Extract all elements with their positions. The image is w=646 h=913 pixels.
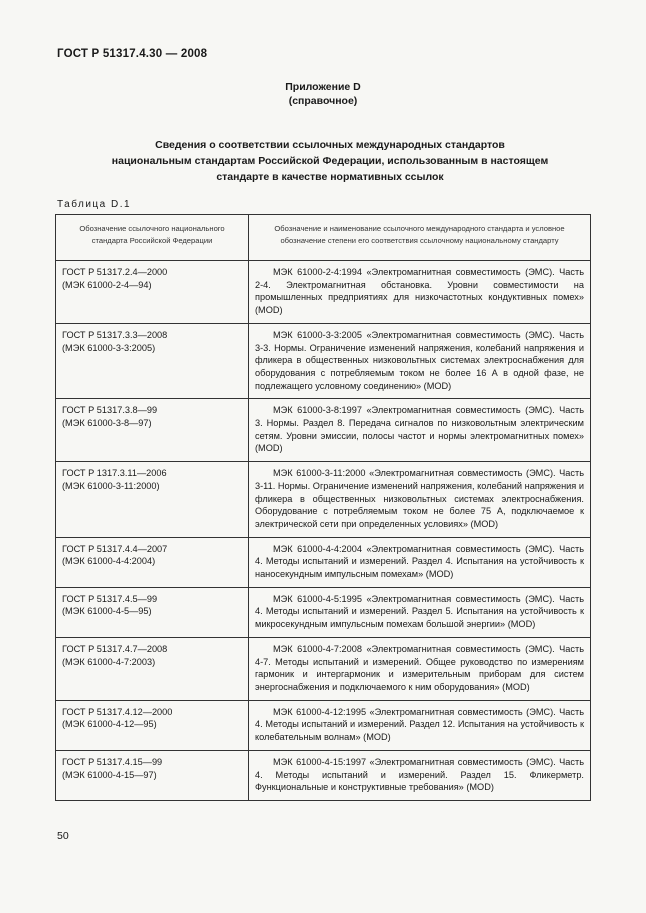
table-row: [56, 323, 591, 399]
table-row: [56, 462, 591, 538]
national-standard-code: ГОСТ Р 51317.4.12—2000: [62, 706, 173, 717]
international-standard-cell: [249, 462, 591, 538]
national-standard-cell: [56, 462, 249, 538]
iec-equivalent-code: (МЭК 61000-3-8—97): [62, 418, 152, 429]
iec-equivalent-code: (МЭК 61000-4-5—95): [62, 606, 152, 617]
section-heading: [60, 137, 600, 185]
iec-equivalent-code: (МЭК 61000-4-4:2004): [62, 556, 156, 567]
international-standard-cell: [249, 537, 591, 587]
international-standard-cell: [249, 700, 591, 750]
table-row: [56, 537, 591, 587]
international-standard-text: МЭК 61000-4-7:2008 «Электромагнитная совместимость (ЭМС). Часть 4-7. Методы испытаний и измерений. Общее руководство по измерениям гармоник и интергармоник и измерительным приборам для систем энергоснабжения и подключаемого к ним оборудования» (MOD): [255, 643, 584, 692]
international-standard-cell: [249, 323, 591, 399]
international-standard-cell: [249, 587, 591, 637]
table-row: [56, 261, 591, 324]
national-standard-cell: [56, 587, 249, 637]
heading-line: национальным стандартам Российской Федерации, использованным в настоящем: [111, 155, 549, 167]
iec-equivalent-code: (МЭК 61000-4-7:2003): [62, 656, 156, 667]
iec-equivalent-code: (МЭК 61000-3-3:2005): [62, 342, 156, 353]
table-row: [56, 399, 591, 462]
international-standard-text: МЭК 61000-3-3:2005 «Электромагнитная совместимость (ЭМС). Часть 3-3. Нормы. Ограничение изменений напряжения, колебаний напряжения и фликера в общественных низковольтных системах электроснабжения для оборудования с потребляемым током не более 16 А в одной фазе, не подлежащего условному соединению» (MOD): [255, 329, 584, 391]
iec-equivalent-code: (МЭК 61000-2-4—94): [62, 279, 152, 290]
national-standard-code: ГОСТ Р 51317.3.3—2008: [62, 329, 168, 340]
international-standard-text: МЭК 61000-2-4:1994 «Электромагнитная совместимость (ЭМС). Часть 2-4. Электромагнитная обстановка. Уровни совместимости на промышленных предприятиях для низкочастотных кондуктивных помех» (MOD): [255, 267, 584, 316]
table-row: [56, 750, 591, 800]
international-standard-cell: [249, 637, 591, 700]
international-standard-text: МЭК 61000-4-5:1995 «Электромагнитная совместимость (ЭМС). Часть 4. Методы испытаний и измерений. Раздел 5. Испытания на устойчивость к микросекундным импульсным помехам большой энергии» (MOD): [255, 593, 584, 630]
appendix-title: [0, 80, 646, 108]
international-standard-cell: [249, 750, 591, 800]
national-standard-code: ГОСТ Р 51317.3.8—99: [62, 405, 158, 416]
international-standard-cell: [249, 261, 591, 324]
heading-line: Сведения о соответствии ссылочных международных стандартов: [155, 139, 505, 151]
national-standard-cell: [56, 700, 249, 750]
iec-equivalent-code: (МЭК 61000-4-12—95): [62, 719, 157, 730]
national-standard-cell: [56, 323, 249, 399]
international-standard-text: МЭК 61000-4-15:1997 «Электромагнитная совместимость (ЭМС). Часть 4. Методы испытаний и измерений. Раздел 15. Фликерметр. Функциональные и конструктивные требования» (MOD): [255, 756, 584, 793]
reference-table: [55, 214, 591, 801]
national-standard-code: ГОСТ Р 51317.4.15—99: [62, 756, 163, 767]
national-standard-code: ГОСТ Р 51317.4.7—2008: [62, 643, 168, 654]
national-standard-cell: [56, 637, 249, 700]
national-standard-code: ГОСТ Р 51317.2.4—2000: [62, 267, 168, 277]
table-row: [56, 587, 591, 637]
national-standard-cell: [56, 750, 249, 800]
table-row: [56, 700, 591, 750]
page-number: 50: [57, 830, 69, 842]
national-standard-code: ГОСТ Р 51317.4.4—2007: [62, 543, 168, 554]
international-standard-cell: [249, 399, 591, 462]
international-standard-text: МЭК 61000-4-4:2004 «Электромагнитная совместимость (ЭМС). Часть 4. Методы испытаний и измерений. Раздел 4. Испытания на устойчивость к наносекундным импульсным помехам» (MOD): [255, 543, 584, 580]
column-header-national: Обозначение ссылочного национального стандарта Российской Федерации: [56, 215, 249, 261]
table-header-row: [56, 215, 591, 261]
iec-equivalent-code: (МЭК 61000-4-15—97): [62, 769, 157, 780]
international-standard-text: МЭК 61000-3-11:2000 «Электромагнитная совместимость (ЭМС). Часть 3-11. Нормы. Ограничение изменений напряжения, колебаний напряжения и фликера в общественных низковольтных системах электроснабжения. Оборудование с потребляемым током не более 75 А, подключаемое к электрической сети при определенных условиях» (MOD): [255, 468, 584, 529]
national-standard-cell: [56, 399, 249, 462]
national-standard-cell: [56, 261, 249, 324]
iec-equivalent-code: (МЭК 61000-3-11:2000): [62, 480, 160, 491]
national-standard-code: ГОСТ Р 51317.4.5—99: [62, 593, 158, 604]
heading-line: стандарте в качестве нормативных ссылок: [216, 171, 444, 183]
international-standard-text: МЭК 61000-4-12:1995 «Электромагнитная совместимость (ЭМС). Часть 4. Методы испытаний и измерений. Раздел 12. Испытания на устойчивость к колебательным волнам» (MOD): [255, 706, 584, 743]
table-caption: Таблица D.1: [57, 199, 132, 210]
national-standard-code: ГОСТ Р 1317.3.11—2006: [62, 468, 167, 479]
column-header-international: Обозначение и наименование ссылочного международного стандарта и условное обозначение степени его соответствия ссылочному национальному стандарту: [249, 215, 591, 261]
international-standard-text: МЭК 61000-3-8:1997 «Электромагнитная совместимость (ЭМС). Часть 3. Нормы. Раздел 8. Передача сигналов по низковольтным электрическим сетям. Уровни эмиссии, полосы частот и нормы электромагнитных помех» (MOD): [255, 405, 584, 454]
appendix-label: Приложение D: [285, 81, 361, 93]
table-row: [56, 637, 591, 700]
document-header: ГОСТ Р 51317.4.30 — 2008: [57, 48, 208, 60]
appendix-type: (справочное): [288, 95, 358, 107]
national-standard-cell: [56, 537, 249, 587]
